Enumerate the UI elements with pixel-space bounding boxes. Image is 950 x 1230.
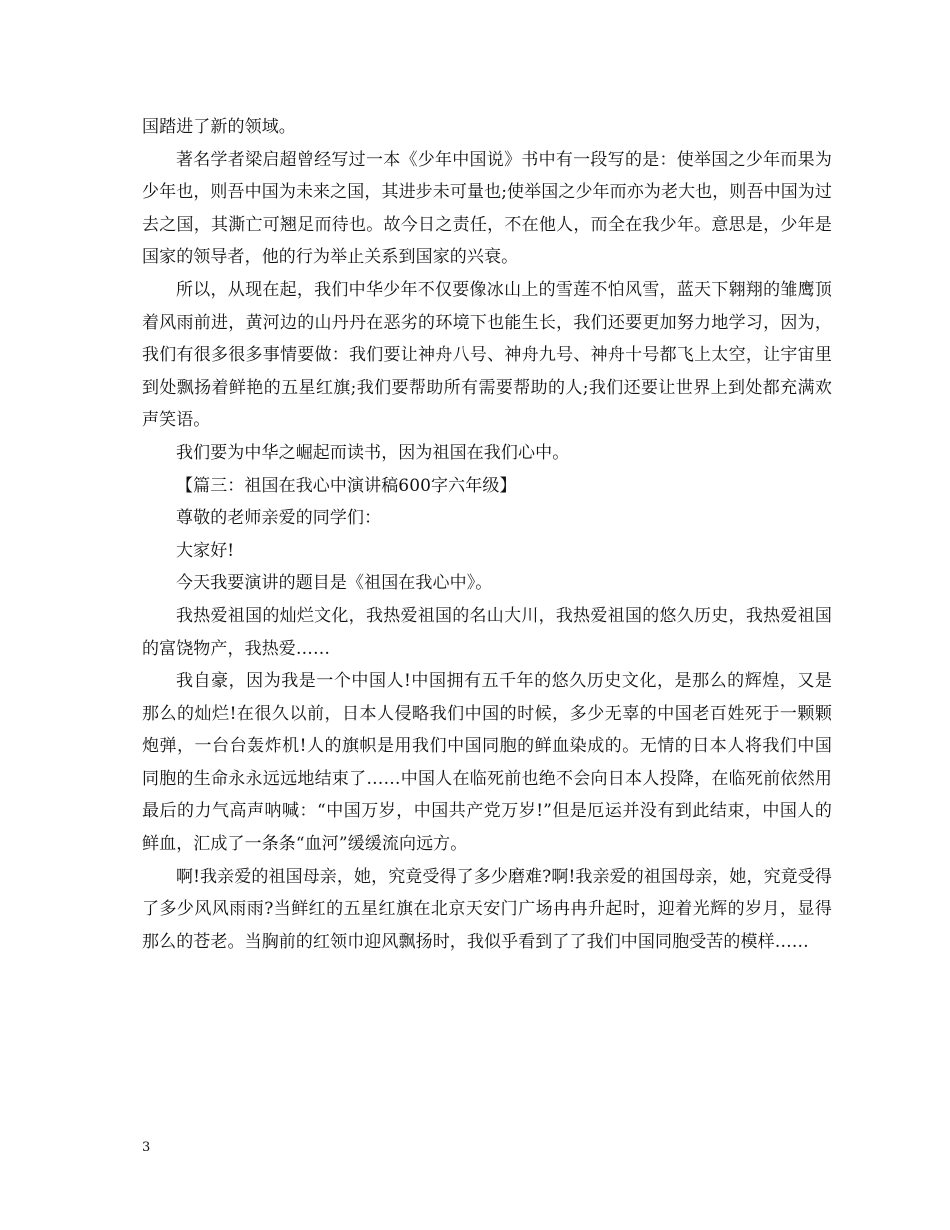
paragraph: 尊敬的老师亲爱的同学们：	[176, 508, 382, 529]
paragraph: 今天我要演讲的题目是《祖国在我心中》。	[176, 573, 493, 594]
paragraph: 我热爱祖国的灿烂文化，我热爱祖国的名山大川，我热爱祖国的悠久历史，我热爱祖国的富饶物产，我热爱……	[142, 605, 832, 659]
paragraph: 大家好!	[176, 540, 235, 561]
document-body	[142, 111, 832, 958]
paragraph: 国踏进了新的领域。	[142, 117, 296, 137]
paragraph: 我自豪，因为我是一个中国人!中国拥有五千年的悠久历史文化，是那么的辉煌，又是那么的灿烂!在很久以前，日本人侵略我们中国的时候，多少无辜的中国老百姓死于一颗颗炮弹，一台台轰炸机!人的旗帜是用我们中国同胞的鲜血染成的。无情的日本人将我们中国同胞的生命永永远远地结束了……中国人在临死前也绝不会向日本人投降，在临死前依然用最后的力气高声呐喊：“中国万岁，中国共产党万岁!”但是厄运并没有到此结束，中国人的鲜血，汇成了一条条“血河”缓缓流向远方。	[142, 671, 832, 855]
paragraph: 著名学者梁启超曾经写过一本《少年中国说》书中有一段写的是：使举国之少年而果为少年也，则吾中国为未来之国，其进步未可量也;使举国之少年而亦为老大也，则吾中国为过去之国，其澌亡可翘足而待也。故今日之责任，不在他人，而全在我少年。意思是，少年是国家的领导者，他的行为举止关系到国家的兴衰。	[142, 149, 832, 268]
paragraph: 我们要为中华之崛起而读书，因为祖国在我们心中。	[176, 442, 570, 463]
page-number: 3	[142, 1140, 151, 1155]
section-heading: 【篇三：祖国在我心中演讲稿600字六年级】	[176, 475, 517, 496]
paragraph: 所以，从现在起，我们中华少年不仅要像冰山上的雪莲不怕风雪，蓝天下翱翔的雏鹰顶着风雨前进，黄河边的山丹丹在恶劣的环境下也能生长，我们还要更加努力地学习，因为，我们有很多很多事情要做：我们要让神舟八号、神舟九号、神舟十号都飞上太空，让宇宙里到处飘扬着鲜艳的五星红旗;我们要帮助所有需要帮助的人;我们还要让世界上到处都充满欢声笑语。	[142, 279, 832, 431]
paragraph: 啊!我亲爱的祖国母亲，她，究竟受得了多少磨难?啊!我亲爱的祖国母亲，她，究竟受得了多少风风雨雨?当鲜红的五星红旗在北京天安门广场冉冉升起时，迎着光辉的岁月，显得那么的苍老。当胸前的红领巾迎风飘扬时，我似乎看到了了我们中国同胞受苦的模样……	[142, 866, 832, 952]
